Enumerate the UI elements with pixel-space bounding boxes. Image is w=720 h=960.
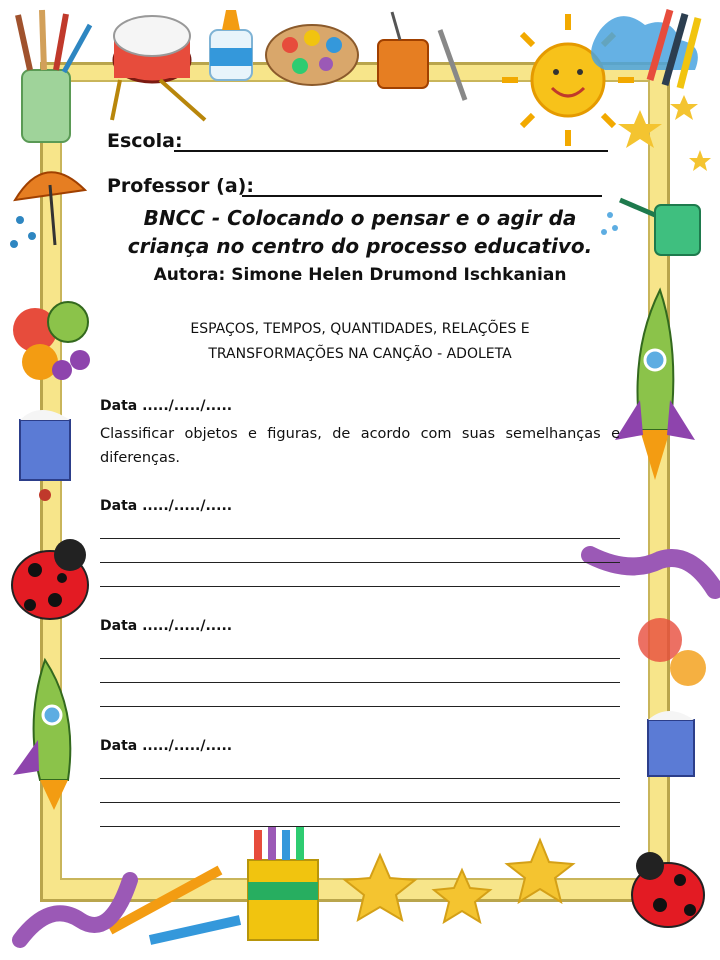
drum-icon bbox=[112, 16, 205, 120]
star-characters-icon bbox=[345, 840, 573, 922]
subtitle-line-1: ESPAÇOS, TEMPOS, QUANTIDADES, RELAÇÕES E bbox=[190, 321, 530, 337]
rocket-icon bbox=[13, 660, 70, 810]
cooking-pot-icon bbox=[378, 12, 465, 100]
school-label: Escola: bbox=[107, 130, 183, 152]
writing-line[interactable] bbox=[100, 658, 620, 659]
date-field: Data ...../...../..... bbox=[100, 398, 233, 414]
date-field: Data ...../...../..... bbox=[100, 498, 233, 514]
teacher-name-line[interactable] bbox=[242, 195, 602, 197]
paint-brushes-icon bbox=[18, 10, 90, 142]
activity-instruction: Classificar objetos e figuras, de acordo com suas semelhanças e diferenças. bbox=[100, 426, 620, 466]
paint-can-icon bbox=[20, 410, 70, 501]
writing-line[interactable] bbox=[100, 706, 620, 707]
writing-line[interactable] bbox=[100, 778, 620, 779]
worm-icon bbox=[590, 555, 715, 686]
title-line-2: criança no centro do processo educativo. bbox=[127, 234, 593, 258]
writing-line[interactable] bbox=[100, 538, 620, 539]
pencils-icon bbox=[20, 870, 240, 940]
writing-line[interactable] bbox=[100, 562, 620, 563]
writing-line[interactable] bbox=[100, 586, 620, 587]
ladybug-icon bbox=[632, 852, 704, 927]
fruits-icon bbox=[13, 302, 90, 380]
date-field: Data ...../...../..... bbox=[100, 618, 233, 634]
school-name-line[interactable] bbox=[174, 150, 608, 152]
stars-icon bbox=[618, 95, 711, 171]
subtitle-line-2: TRANSFORMAÇÕES NA CANÇÃO - ADOLETA bbox=[208, 346, 512, 362]
ladybug-icon bbox=[12, 539, 88, 619]
crayon-box-icon bbox=[248, 826, 318, 940]
writing-line[interactable] bbox=[100, 826, 620, 827]
rocket-icon bbox=[615, 290, 695, 480]
glue-bottle-icon bbox=[210, 10, 252, 80]
writing-line[interactable] bbox=[100, 802, 620, 803]
teacher-label: Professor (a): bbox=[107, 175, 254, 197]
paint-can-icon bbox=[648, 711, 694, 776]
title-line-1: BNCC - Colocando o pensar e o agir da bbox=[143, 206, 577, 230]
writing-line[interactable] bbox=[100, 682, 620, 683]
umbrella-icon bbox=[10, 172, 85, 248]
paint-palette-icon bbox=[266, 25, 358, 85]
colored-pencils-icon bbox=[650, 10, 698, 88]
author-line: Autora: Simone Helen Drumond Ischkanian bbox=[153, 265, 567, 285]
watering-can-icon bbox=[601, 200, 700, 255]
date-field: Data ...../...../..... bbox=[100, 738, 233, 754]
